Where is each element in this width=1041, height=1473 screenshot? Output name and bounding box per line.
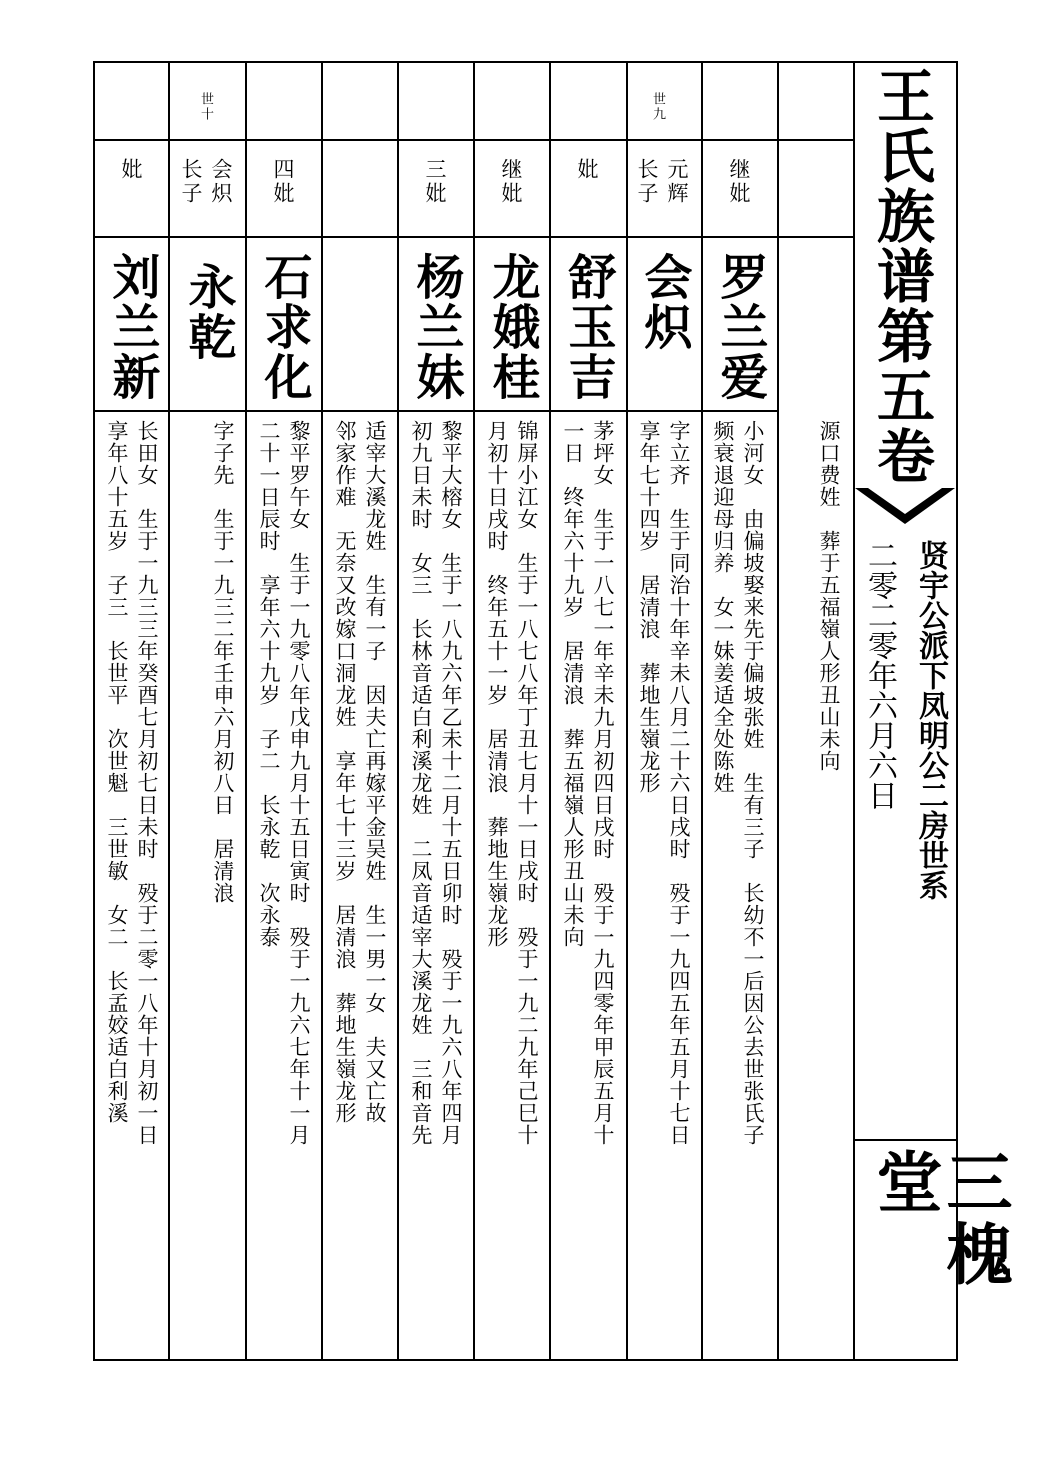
compile-date: 二零二零年六月六日: [862, 540, 897, 810]
person-desc: 享年七十四岁 居清浪 葬地生嶺龙形: [637, 420, 661, 794]
column-divider: [549, 61, 551, 1361]
person-name: 会炽: [636, 252, 692, 352]
column-divider: [245, 61, 247, 1361]
person-desc: 频衰退迎母归养 女一妹姜适全处陈姓: [711, 420, 735, 794]
column-divider: [321, 61, 323, 1361]
person-desc: 一日 终年六十九岁 居清浪 葬五福嶺人形丑山未向: [561, 420, 585, 948]
column-divider: [701, 61, 703, 1361]
relation-label: 长子: [179, 158, 203, 206]
relation-label: 长子: [635, 158, 659, 206]
column-divider: [853, 61, 855, 1361]
person-desc: 锦屏小江女 生于一八七八年丁丑七月十一日戌时 殁于一九二九年己巳十: [515, 420, 539, 1146]
person-desc: 月初十日戌时 终年五十一岁 居清浪 葬地生嶺龙形: [485, 420, 509, 948]
person-desc: 黎平罗午女 生于一九零八年戊申九月十五日寅时 殁于一九六七年十一月: [287, 420, 311, 1146]
row-divider: [93, 139, 855, 141]
relation-label: 四妣: [271, 158, 295, 206]
generation-9: 世九: [650, 92, 665, 122]
person-desc: 邻家作难 无奈又改嫁口洞龙姓 享年七十三岁 居清浪 葬地生嶺龙形: [333, 420, 357, 1124]
relation-label: 继妣: [727, 158, 751, 206]
row-divider: [93, 410, 778, 412]
column-divider: [168, 61, 170, 1361]
generation-10: 世十: [198, 92, 213, 122]
column-divider: [626, 61, 628, 1361]
branch-title: 贤宇公派下凤明公二房世系: [913, 540, 948, 900]
person-desc: 黎平大榕女 生于一八九六年乙未十二月十五日卯时 殁于一九六八年四月: [439, 420, 463, 1146]
person-desc: 茅坪女 生于一八七一年辛未九月初四日戌时 殁于一九四零年甲辰五月十: [591, 420, 615, 1146]
person-name: 刘兰新: [104, 252, 160, 402]
person-name: 罗兰爱: [712, 252, 768, 402]
book-title: 王氏族谱第五卷: [867, 66, 935, 486]
person-name: 舒玉吉: [560, 252, 616, 402]
relation-label: 妣: [575, 158, 599, 182]
column-divider: [777, 61, 779, 1361]
column-divider: [397, 61, 399, 1361]
person-desc: 字立齐 生于同治十年辛未八月二十六日戌时 殁于一九四五年五月十七日: [667, 420, 691, 1146]
relation-label: 继妣: [499, 158, 523, 206]
relation-label: 三妣: [423, 158, 447, 206]
person-desc: 享年八十五岁 子三 长世平 次世魁 三世敏 女二 长孟姣适白利溪: [105, 420, 129, 1124]
row-divider: [93, 236, 855, 238]
row-divider: [853, 1139, 958, 1141]
column-divider: [473, 61, 475, 1361]
person-desc: 二十一日辰时 享年六十九岁 子二 长永乾 次永泰: [257, 420, 281, 948]
title-ornament-inner: [868, 488, 942, 514]
person-desc: 小河女 由偏坡娶来先于偏坡张姓 生有三子 长幼不一后因公去世张氏子: [741, 420, 765, 1146]
person-desc: 字子先 生于一九三二年壬申六月初八日 居清浪: [211, 420, 235, 904]
person-desc: 适宰大溪龙姓 生有一子 因夫亡再嫁平金吴姓 生一男一女 夫又亡故: [363, 420, 387, 1124]
relation-label: 会炽: [209, 158, 233, 206]
relation-label: 妣: [119, 158, 143, 182]
person-name: 永乾: [180, 262, 236, 362]
person-name: 龙娥桂: [484, 252, 540, 402]
column-text: 源口费姓 葬于五福嶺人形丑山未向: [817, 420, 841, 772]
relation-label: 元辉: [665, 158, 689, 206]
person-desc: 长田女 生于一九三三年癸酉七月初七日未时 殁于二零一八年十月初一日: [135, 420, 159, 1146]
person-desc: 初九日未时 女三 长林音适白利溪龙姓 二凤音适宰大溪龙姓 三和音先: [409, 420, 433, 1146]
person-name: 杨兰妹: [408, 252, 464, 402]
person-name: 石求化: [256, 252, 312, 402]
hall-name: 三槐堂: [865, 1148, 1013, 1292]
